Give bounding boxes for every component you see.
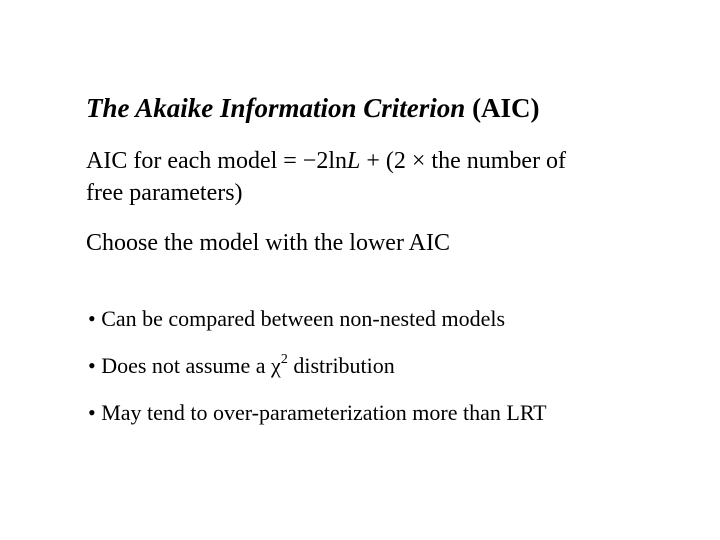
bullet-icon: • xyxy=(88,353,96,378)
bullet-list xyxy=(88,303,547,444)
selection-rule: Choose the model with the lower AIC xyxy=(86,230,450,256)
chi-square-exponent: 2 xyxy=(280,351,288,367)
formula-middle: + (2 × the number of xyxy=(360,148,567,174)
title-main: The Akaike Information Criterion xyxy=(86,93,466,123)
formula-variable: L xyxy=(347,148,361,174)
bullet-item xyxy=(88,350,547,397)
slide-title xyxy=(86,88,540,128)
bullet-item xyxy=(88,303,547,350)
bullet-item xyxy=(88,397,547,444)
bullet-text: May tend to over-parameterization more than LRT xyxy=(101,400,547,425)
bullet-text: Can be compared between non-nested models xyxy=(101,306,506,331)
bullet-text-pre: Does not assume a χ xyxy=(101,353,281,378)
bullet-icon: • xyxy=(88,306,96,331)
bullet-text-post: distribution xyxy=(287,353,395,378)
title-abbrev: (AIC) xyxy=(472,93,540,123)
formula-prefix: AIC for each model = −2ln xyxy=(86,148,347,174)
formula-line2: free parameters) xyxy=(86,180,243,206)
bullet-icon: • xyxy=(88,400,96,425)
aic-formula xyxy=(86,145,566,209)
bullet-text xyxy=(101,353,395,378)
